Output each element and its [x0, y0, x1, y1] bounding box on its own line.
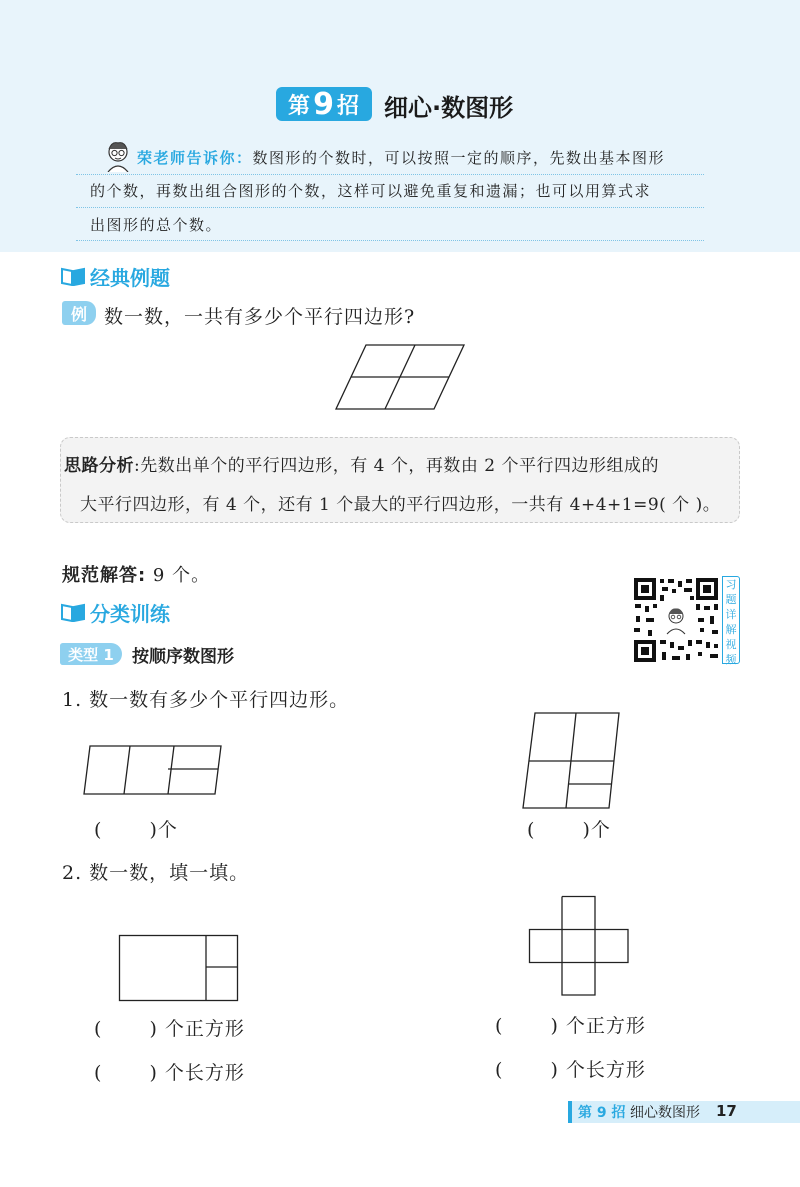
q2-right-square-blank[interactable]: ( ) 个正方形: [495, 1015, 646, 1037]
tip-line-3: 出图形的总个数。: [90, 216, 223, 234]
qr-video-label: [722, 576, 740, 664]
page-number: 17: [716, 1102, 737, 1120]
tip-line-2: 的个数，再数出组合图形的个数，这样可以避免重复和遗漏；也可以用算式求: [90, 182, 652, 200]
standard-answer: [62, 561, 210, 587]
type-badge: 类型 1: [60, 643, 122, 665]
tip-line-1: [137, 148, 665, 168]
dotted-divider: [76, 240, 704, 241]
page-title: 细心·数图形: [384, 94, 514, 122]
q1-left-figure: [84, 745, 222, 795]
answer-value: 9 个。: [146, 565, 211, 586]
analysis-line-1: [64, 451, 659, 476]
dotted-divider: [76, 174, 704, 175]
qr-label-char: 详: [725, 608, 737, 621]
example-parallelogram-figure: [336, 343, 468, 411]
q2-left-rectangle-blank[interactable]: ( ) 个长方形: [94, 1062, 245, 1084]
analysis-line-2: 大平行四边形，有 4 个，还有 1 个最大的平行四边形，一共有 4+4+1=9( 个 )。: [80, 495, 721, 515]
badge-prefix: 第: [288, 93, 312, 119]
chapter-badge: [276, 87, 372, 121]
qr-label-char: 视: [725, 638, 737, 651]
teacher-avatar-icon: [104, 140, 132, 172]
q2-left-figure: [119, 935, 239, 1002]
qr-label-char: 习: [725, 578, 737, 591]
q1-right-answer-blank[interactable]: ( )个: [527, 819, 611, 841]
q1-right-figure: [523, 712, 621, 810]
badge-number: 9: [313, 86, 335, 122]
dotted-divider: [76, 207, 704, 208]
section-title-classic: 经典例题: [90, 266, 170, 290]
type-title: 按顺序数图形: [132, 647, 234, 667]
example-question: 数一数，一共有多少个平行四边形?: [104, 306, 416, 328]
q2-right-figure: [529, 896, 629, 996]
q1-left-answer-blank[interactable]: ( )个: [94, 819, 178, 841]
footer-title: 细心数图形: [629, 1105, 700, 1121]
badge-suffix: 招: [336, 93, 360, 119]
section-title-training: 分类训练: [90, 602, 170, 626]
qr-label-char: 题: [725, 593, 737, 606]
qr-label-char: 频: [725, 653, 737, 666]
answer-label: 规范解答:: [62, 565, 147, 586]
analysis-text-1: :先数出单个的平行四边形，有 4 个，再数由 2 个平行四边形组成的: [134, 456, 659, 476]
q2-left-square-blank[interactable]: ( ) 个正方形: [94, 1018, 245, 1040]
book-icon: [60, 266, 86, 286]
book-icon: [60, 602, 86, 622]
qr-label-char: 解: [725, 623, 737, 636]
footer-accent: [568, 1101, 572, 1123]
q2-right-rectangle-blank[interactable]: ( ) 个长方形: [495, 1059, 646, 1081]
footer-chapter: 第 9 招: [578, 1105, 626, 1121]
question-1: 1. 数一数有多少个平行四边形。: [62, 689, 350, 711]
qr-code[interactable]: [632, 576, 720, 664]
tip-text-1: 数图形的个数时，可以按照一定的顺序，先数出基本图形: [252, 149, 666, 167]
example-badge: 例: [62, 301, 96, 325]
tip-label: 荣老师告诉你：: [137, 149, 253, 167]
footer-chapter-title: [578, 1102, 700, 1122]
analysis-label: 思路分析: [64, 456, 134, 476]
question-2: 2. 数一数，填一填。: [62, 862, 250, 884]
